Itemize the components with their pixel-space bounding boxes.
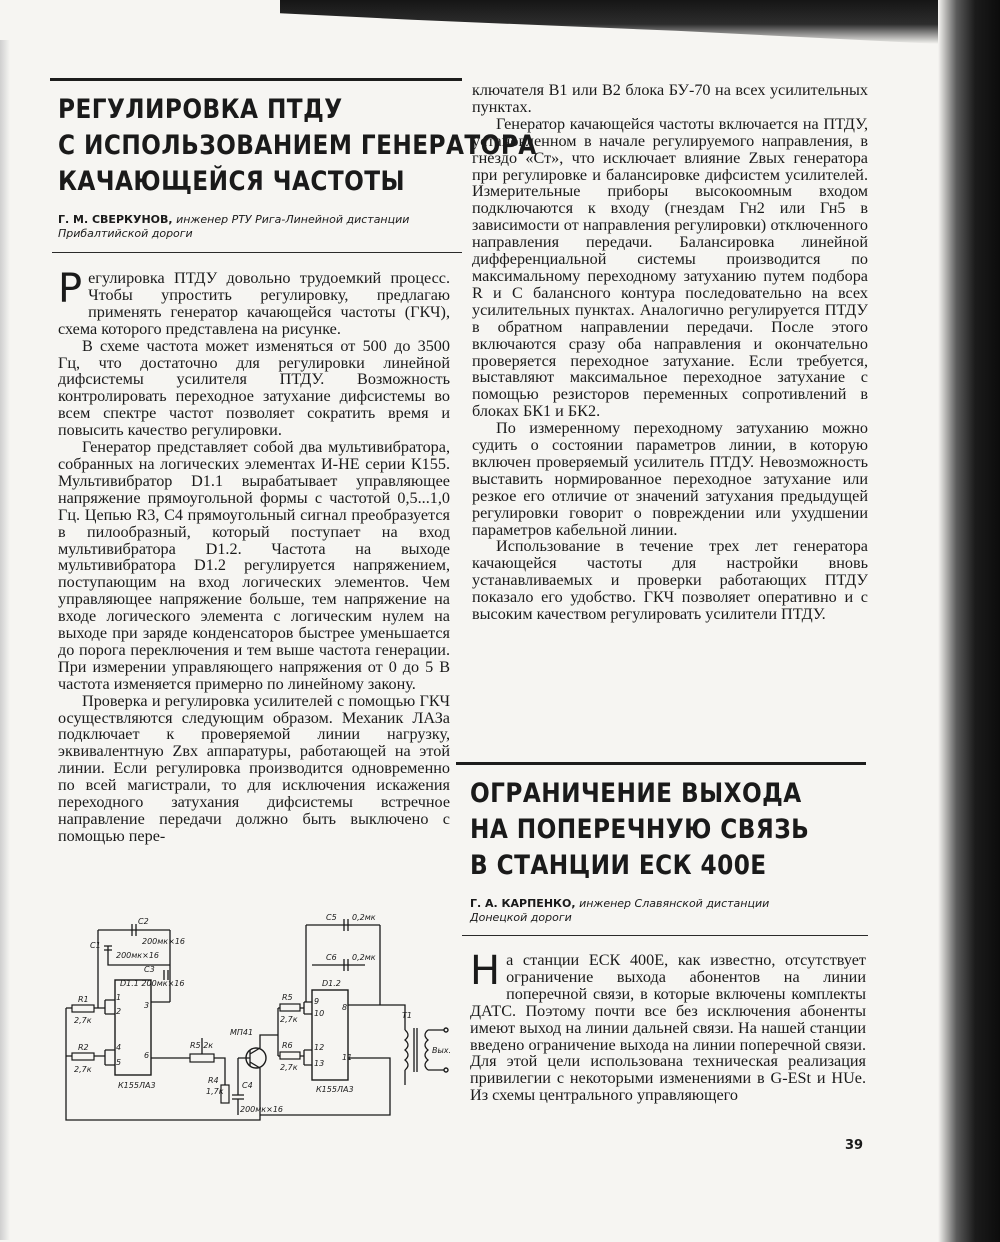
- article1-headline-line: С ИСПОЛЬЗОВАНИЕМ ГЕНЕРАТОРА: [58, 130, 537, 161]
- wire: [105, 1050, 115, 1065]
- transformer-primary: [405, 1030, 408, 1070]
- resistor-r1: [72, 1005, 94, 1012]
- transformer-secondary: [425, 1030, 428, 1070]
- label-t1: T1: [402, 1011, 412, 1020]
- article1-paragraph: В схеме частота может изменяться от 500 до 3500 Гц, что достаточно для регулировки линейной дифсистемы усилителя ПТДУ. Возможность контролировать переходное затухание дифсистемы во всем спектре частот позволяет сократить время и повысить качество регулировки.: [58, 336, 450, 440]
- label-c5-value: 0,2мк: [352, 913, 376, 922]
- label-r6-value: 2,7к: [280, 1063, 298, 1072]
- article1-paragraph: По измеренному переходному затуханию можно судить о состоянии параметров линии, в которую включен проверяемый усилитель ПТДУ. Невозможность выставить нормированное переходное затухание или резкое его отличие от значений затухания предыдущей регулировки говорит о повреждении или ухудшении параметров кабельной линии.: [472, 419, 868, 539]
- article2-author-org: Донецкой дороги: [470, 911, 572, 924]
- article1-author-info: инженер РТУ Рига-Линейной дистанции: [176, 213, 410, 226]
- pin-label: 4: [116, 1043, 122, 1052]
- article2-author-name: Г. А. КАРПЕНКО,: [470, 897, 576, 910]
- label-r6: R6: [282, 1041, 293, 1050]
- chip-d11-label: К155ЛА3: [118, 1081, 156, 1090]
- page-number: 39: [845, 1138, 864, 1153]
- pin-label: 6: [144, 1051, 150, 1060]
- label-output: Вых.: [432, 1046, 452, 1055]
- article1-paragraph: ключателя В1 или В2 блока БУ-70 на всех усилительных пунктах.: [472, 81, 868, 116]
- article2-byline: [470, 897, 870, 925]
- article2-column: [470, 948, 866, 1105]
- wire: [105, 1000, 115, 1014]
- label-r1-value: 2,7к: [74, 1016, 92, 1025]
- article2-headline: [470, 776, 809, 884]
- label-c3: C3: [144, 965, 155, 974]
- article1-dropcap: Р: [58, 266, 83, 312]
- article1-headline-line: РЕГУЛИРОВКА ПТДУ: [58, 94, 343, 125]
- resistor-r6: [280, 1052, 300, 1059]
- wire: [304, 1002, 312, 1065]
- resistor-r5-pot: [190, 1054, 214, 1062]
- pin-label: 2: [116, 1007, 122, 1016]
- label-r5b: R5: [282, 993, 293, 1002]
- label-r4-value: 1,7к: [206, 1087, 224, 1096]
- output-terminal: [444, 1028, 448, 1032]
- article1-paragraph: Использование в течение трех лет генератора качающейся частоты для настройки вновь устанавливаемых и проверки работающих ПТДУ показало его удобство. ГКЧ позволяет оперативно и с высоким качеством регулировать усилители ПТДУ.: [472, 537, 868, 624]
- pin-label: 9: [314, 997, 320, 1006]
- pin-label: 10: [314, 1009, 325, 1018]
- pin-label: 5: [116, 1058, 122, 1067]
- pin-label: 8: [342, 1003, 348, 1012]
- chip-d12-label: К155ЛА3: [316, 1085, 354, 1094]
- label-c2: C2: [138, 917, 149, 926]
- label-r5: R5 2к: [190, 1041, 214, 1050]
- article2-headline-line: В СТАНЦИИ ЕСК 400Е: [470, 850, 767, 881]
- pin-label: 12: [314, 1043, 325, 1052]
- article1-paragraph: Генератор представляет собой два мультивибратора, собранных на логических элементах И-НЕ серии К155. Мультивибратор D1.1 вырабатывает управляющее напряжение прямоугольной формы с частотой 0,5...1,0 Гц. Цепью R3, C4 прямоугольный сигнал преобразуется в пилообразный, который поступает на вход мультивибратора D1.2. Частота на выходе мультивибратора D1.2 регулируется напряжением, поступающим на вход логических элементов. Чем управляющее напряжение больше, тем напряжение на входе логического элемента с логическим нулем на выходе при заряде конденсаторов быстрее уменьшается до порога переключения и тем выше частота генерации. При измерении управляющего напряжения от 0 до 5 В частота изменяется примерно по линейному закону.: [58, 438, 450, 693]
- article1-headline-line: КАЧАЮЩЕЙСЯ ЧАСТОТЫ: [58, 166, 406, 197]
- label-c4: C4: [242, 1081, 253, 1090]
- article2-paragraph: На станции ЕСК 400Е, как известно, отсутствует ограничение выхода абонентов на линии поперечной связи, в которые включены комплекты ДАТС. Поэтому почти все без исключения абоненты имеют выход на линии дальней связи. На нашей станции введено ограничение выхода на линии поперечной связи. Для этой цели использована техническая реализация привилегии с некоторыми изменениями в G-ESt и HUe. Из схемы центрального управляющего: [470, 948, 866, 1105]
- article1-column-left: [58, 266, 450, 845]
- label-c6-value: 0,2мк: [352, 953, 376, 962]
- article1-top-rule: [50, 78, 462, 81]
- label-r1: R1: [78, 995, 89, 1004]
- article2-author-info: инженер Славянской дистанции: [579, 897, 770, 910]
- label-c1-value: 200мк×16: [116, 951, 160, 960]
- article1-column-right: [472, 82, 868, 623]
- article1-headline: [58, 92, 537, 200]
- output-terminal: [444, 1068, 448, 1072]
- article1-author-name: Г. М. СВЕРКУНОВ,: [58, 213, 173, 226]
- label-r5b-value: 2,7к: [280, 1015, 298, 1024]
- article2-top-rule: [456, 762, 866, 765]
- label-transistor: МП41: [230, 1028, 254, 1037]
- resistor-r5b: [280, 1004, 300, 1011]
- article2-headline-line: НА ПОПЕРЕЧНУЮ СВЯЗЬ: [470, 814, 810, 845]
- article1-byline: [58, 213, 458, 241]
- pin-label: 1: [116, 993, 122, 1002]
- pin-label: 3: [144, 1001, 150, 1010]
- article2-byline-rule: [462, 935, 868, 936]
- circuit-schematic: [60, 910, 460, 1135]
- article2-dropcap: Н: [470, 948, 501, 994]
- article1-byline-rule: [52, 252, 462, 253]
- article2-headline-line: ОГРАНИЧЕНИЕ ВЫХОДА: [470, 778, 802, 809]
- label-c3-value: D1.1 200мк×16: [120, 979, 185, 988]
- scan-shadow-right: [938, 0, 1000, 1242]
- scan-shadow-left: [0, 40, 10, 1240]
- label-c1: C1: [90, 941, 101, 950]
- pin-label: 13: [314, 1059, 325, 1068]
- article1-paragraph: Регулировка ПТДУ довольно трудоемкий процесс. Чтобы упростить регулировку, предлагаю применять генератор качающейся частоты (ГКЧ), схема которого представлена на рисунке.: [58, 266, 450, 338]
- label-c4-value: 200мк×16: [240, 1105, 284, 1114]
- label-c5: C5: [326, 913, 337, 922]
- label-r4: R4: [208, 1076, 219, 1085]
- label-c2-value: 200мк×16: [142, 937, 186, 946]
- label-r2: R2: [78, 1043, 89, 1052]
- label-d12: D1.2: [322, 979, 341, 988]
- label-c6: C6: [326, 953, 337, 962]
- pin-label: 11: [342, 1053, 353, 1062]
- article1-author-org: Прибалтийской дороги: [58, 227, 193, 240]
- wire: [405, 1030, 444, 1085]
- article1-paragraph: Генератор качающейся частоты включается на ПТДУ, установленном в начале регулируемого направления, в гнездо «Ст», что исключает влияние Zвых генератора при регулировке и балансировке дифсистем усилителей. Измерительные приборы высокоомным входом подключаются к входу (гнездам Гн2 или Гн5 в зависимости от направления регулировки) отключенного направления передачи. Балансировка линейной дифференциальной системы производится по максимальному переходному затуханию путем подбора R и C балансного контура последовательно на всех усилительных пунктах. Аналогично регулируется ПТДУ в обратном направлении передачи. После этого включаются сразу оба направления и окончательно проверяется переходное затухание. Если требуется, выставляют максимальное переходное затухание с помощью резисторов переменных сопротивлений в блоках БК1 и БК2.: [472, 114, 868, 421]
- label-r2-value: 2,7к: [74, 1065, 92, 1074]
- transformer-core: [414, 1028, 417, 1072]
- article1-paragraph: Проверка и регулировка усилителей с помощью ГКЧ осуществляются следующим образом. Механик ЛАЗа подключает к проверяемой линии нагрузку, эквивалентную Zвх аппаратуры, работающей на этой линии. Если регулировка производится одновременно по всей магистрали, то для исключения искажения переходного затухания дифсистемы встречное направление передачи должно быть выключено с помощью пере-: [58, 691, 450, 845]
- capacitor-c1: [104, 946, 112, 958]
- resistor-r2: [72, 1053, 94, 1060]
